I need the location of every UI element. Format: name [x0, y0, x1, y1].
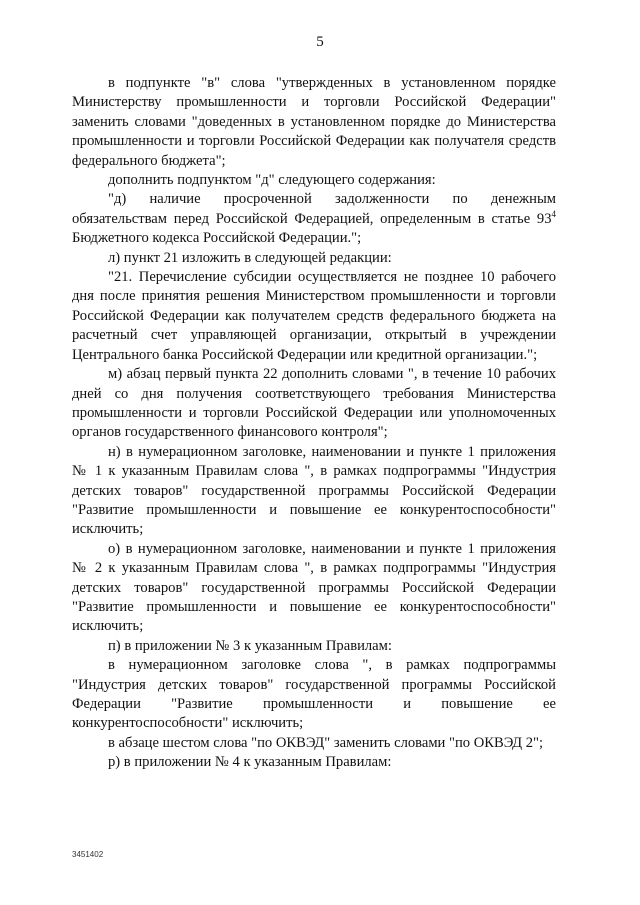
paragraph-11: в абзаце шестом слова "по ОКВЭД" заменить словами "по ОКВЭД 2"; — [108, 734, 544, 751]
paragraph-8: о) в нумерационном заголовке, наименовании и пункте 1 приложения № 2 к указанным Правилам слова ", в рамках подпрограммы "Индустрия детских товаров" государственной программы Российской Федерации "Развитие промышленности и повышение ее конкурентоспособности" исключить; — [72, 540, 556, 635]
paragraph-2: дополнить подпунктом "д" следующего содержания: — [108, 172, 436, 189]
paragraph-9: п) в приложении № 3 к указанным Правилам: — [108, 637, 392, 654]
paragraph-12: р) в приложении № 4 к указанным Правилам: — [108, 754, 392, 771]
paragraph-3-text: "д) наличие просроченной задолженности по денежным обязательствам перед Российской Федерацией, определенным в статье 93 — [72, 191, 556, 227]
paragraph-3-tail: Бюджетного кодекса Российской Федерации."; — [72, 230, 362, 247]
footer-code: 3451402 — [72, 850, 104, 859]
document-body — [72, 74, 556, 773]
page-number: 5 — [316, 34, 324, 50]
paragraph-6: м) абзац первый пункта 22 дополнить словами ", в течение 10 рабочих дней со дня получения соответствующего требования Министерства промышленности и торговли Российской Федерации или уполномоченных органов государственного финансового контроля"; — [72, 366, 556, 441]
paragraph-5: "21. Перечисление субсидии осуществляется не позднее 10 рабочего дня после принятия решения Министерством промышленности и торговли Российской Федерации как получателем средств федерального бюджета на расчетный счет управляющей организации, открытый в учреждении Центрального банка Российской Федерации или кредитной организации."; — [72, 269, 556, 363]
paragraph-3 — [72, 190, 556, 248]
paragraph-10: в нумерационном заголовке слова ", в рамках подпрограммы "Индустрия детских товаров" государственной программы Российской Федерации "Развитие промышленности и повышение ее конкурентоспособности" исключить; — [72, 657, 556, 732]
paragraph-4: л) пункт 21 изложить в следующей редакции: — [108, 249, 392, 266]
paragraph-1: в подпункте "в" слова "утвержденных в установленном порядке Министерству промышленности и торговли Российской Федерации" заменить словами "доведенных в установленном порядке до Министерства промышленности и торговли Российской Федерации как получателя средств федерального бюджета"; — [72, 75, 556, 169]
paragraph-7: н) в нумерационном заголовке, наименовании и пункте 1 приложения № 1 к указанным Правилам слова ", в рамках подпрограммы "Индустрия детских товаров" государственной программы Российской Федерации "Развитие промышленности и повышение ее конкурентоспособности" исключить; — [72, 443, 556, 538]
article-superscript: 4 — [551, 208, 556, 219]
